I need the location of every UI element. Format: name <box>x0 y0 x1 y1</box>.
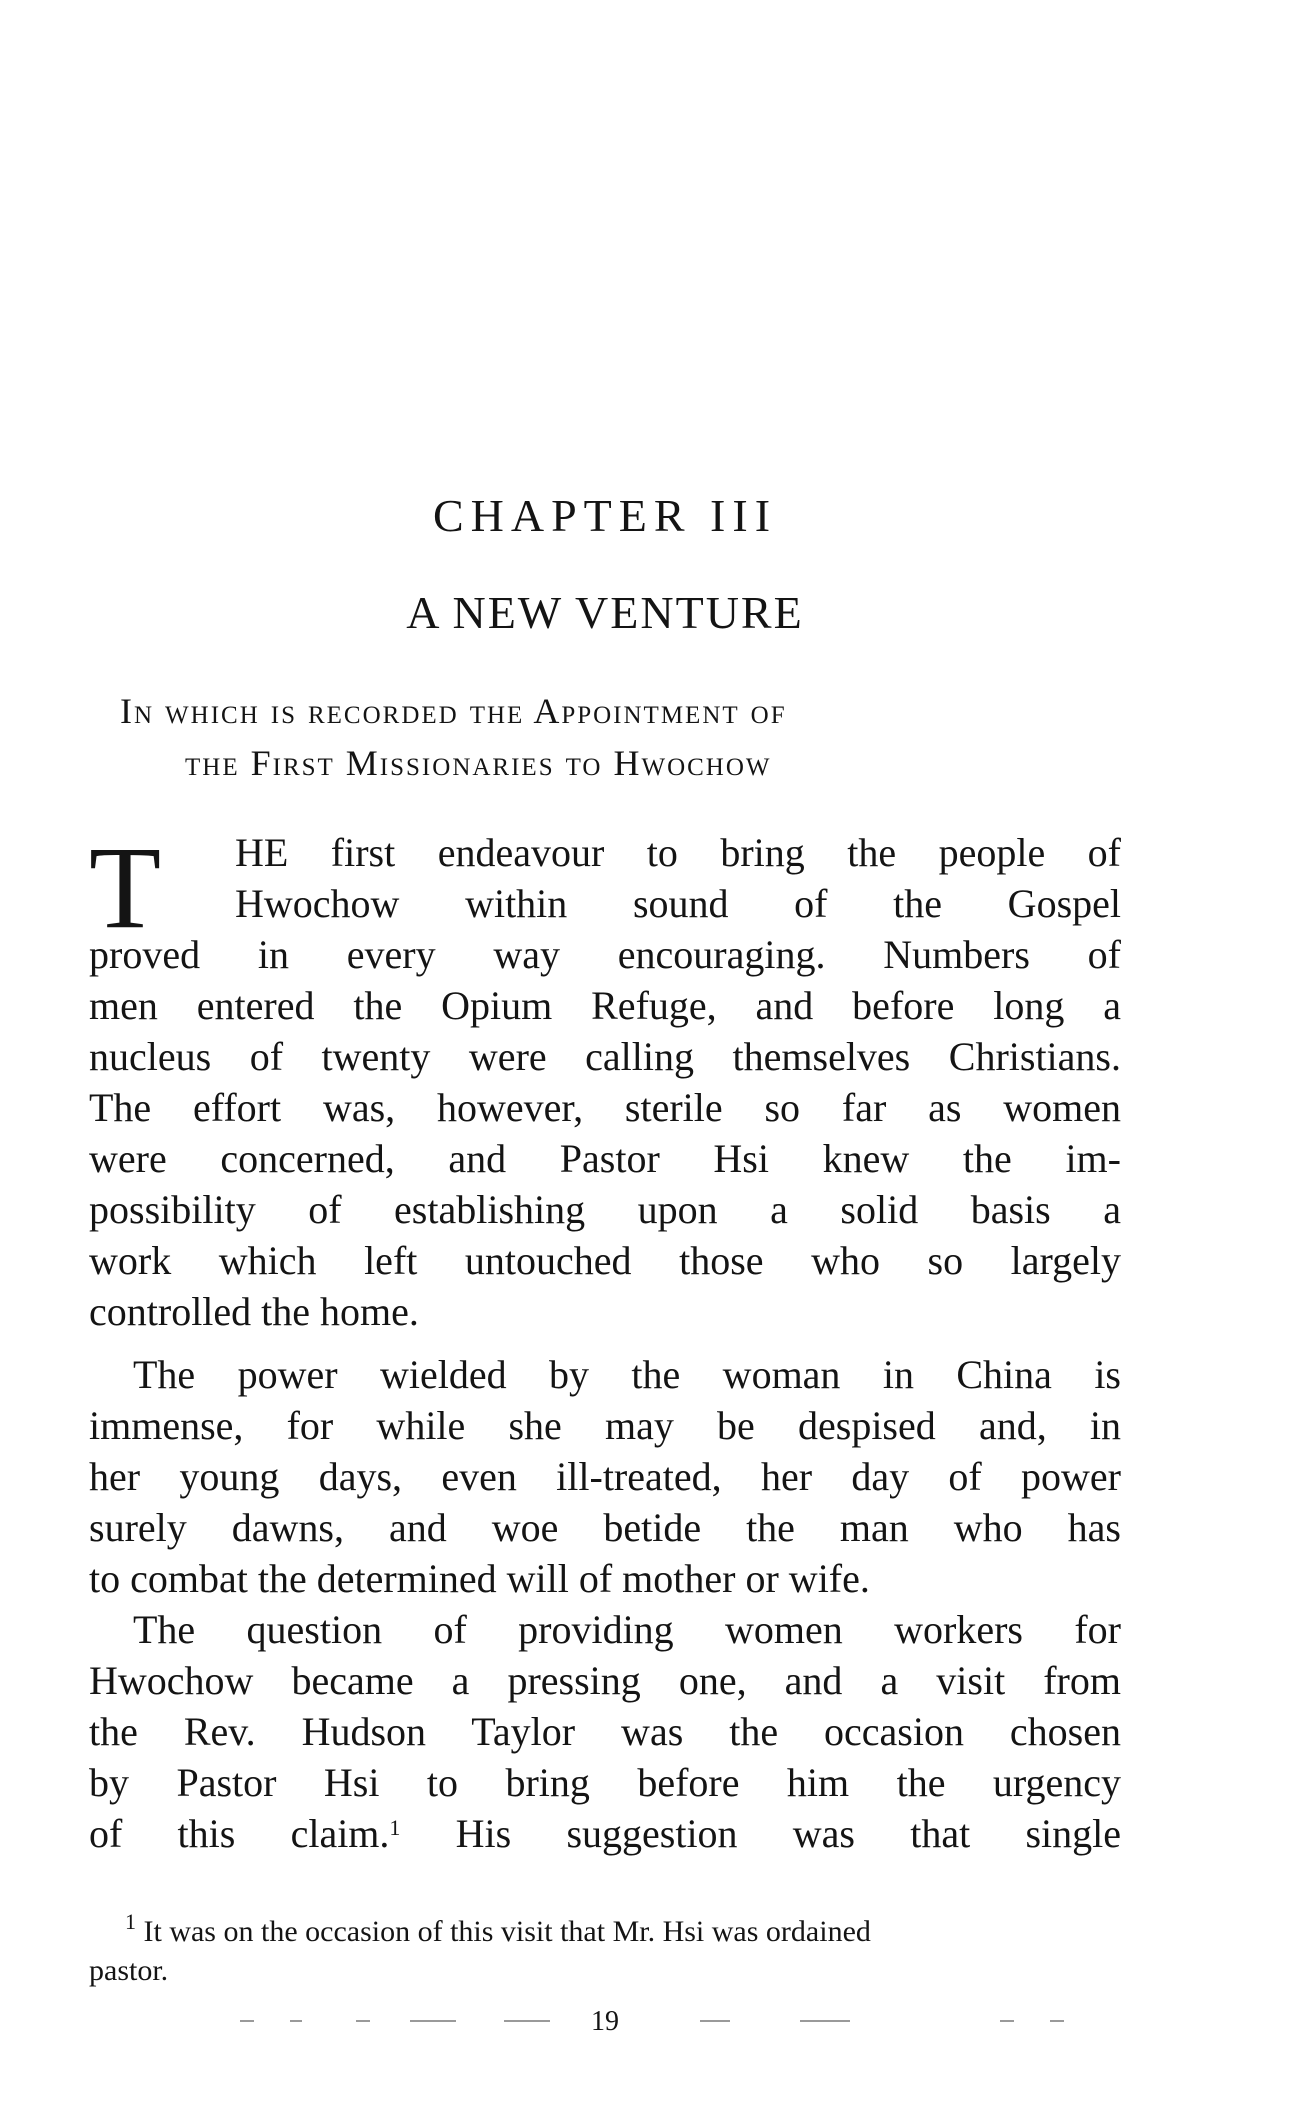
footnote-marker: 1 <box>125 1909 136 1934</box>
paragraph-line: work which left untouched those who so largely <box>89 1238 1121 1283</box>
footnote <box>89 1909 1121 1990</box>
scan-artifact <box>410 2020 456 2022</box>
scan-artifact <box>240 2020 254 2022</box>
scan-artifact <box>504 2020 550 2022</box>
paragraph-line: HE first endeavour to bring the people of <box>235 830 1121 875</box>
footnote-text: It was on the occasion of this visit that Mr. Hsi was ordained <box>136 1915 871 1948</box>
paragraph-line: Hwochow became a pressing one, and a visit from <box>89 1658 1121 1703</box>
paragraph-3 <box>89 1604 1121 1859</box>
paragraph-line: The question of providing women workers for <box>133 1607 1121 1652</box>
paragraph-line: to combat the determined will of mother or wife. <box>89 1556 870 1601</box>
paragraph-2 <box>89 1349 1121 1604</box>
chapter-number: CHAPTER III <box>432 490 778 541</box>
paragraph-1 <box>89 822 1121 1337</box>
scan-artifact <box>356 2020 370 2022</box>
paragraph-line: nucleus of twenty were calling themselves Christians. <box>89 1034 1121 1079</box>
paragraph-line: controlled the home. <box>89 1289 419 1334</box>
paragraph-line <box>89 1808 1121 1859</box>
paragraph-line: her young days, even ill-treated, her day of power <box>89 1454 1121 1499</box>
paragraph-line: men entered the Opium Refuge, and before long a <box>89 983 1121 1028</box>
scan-artifact <box>290 2020 302 2022</box>
paragraph-line: possibility of establishing upon a solid basis a <box>89 1187 1121 1232</box>
paragraph-line: Hwochow within sound of the Gospel <box>235 881 1121 926</box>
scan-artifact <box>1000 2020 1014 2022</box>
chapter-title: A NEW VENTURE <box>406 587 804 638</box>
paragraph-line: The effort was, however, sterile so far as women <box>89 1085 1121 1130</box>
paragraph-line-text: of this claim. <box>89 1811 390 1856</box>
paragraph-line: proved in every way encouraging. Numbers of <box>89 932 1121 977</box>
paragraph-line: immense, for while she may be despised and, in <box>89 1403 1121 1448</box>
paragraph-line: were concerned, and Pastor Hsi knew the im- <box>89 1136 1121 1181</box>
page-number: 19 <box>591 2006 619 2037</box>
scan-artifact <box>700 2020 730 2022</box>
footnote-reference: 1 <box>389 1815 401 1840</box>
paragraph-line: The power wielded by the woman in China is <box>133 1352 1121 1397</box>
footnote-line: pastor. <box>89 1954 169 1987</box>
drop-cap: T <box>89 822 162 953</box>
paragraph-line-text: His suggestion was that single <box>400 1811 1121 1856</box>
chapter-subtitle-line-1: In which is recorded the Appointment of <box>120 691 787 731</box>
footnote-line <box>89 1909 1121 1951</box>
scan-artifact <box>800 2020 850 2022</box>
paragraph-line: surely dawns, and woe betide the man who has <box>89 1505 1121 1550</box>
paragraph-line: by Pastor Hsi to bring before him the urgency <box>89 1760 1121 1805</box>
paragraph-line: the Rev. Hudson Taylor was the occasion chosen <box>89 1709 1121 1754</box>
chapter-subtitle-line-2: the First Missionaries to Hwochow <box>185 743 772 783</box>
scan-artifact <box>1050 2020 1064 2022</box>
